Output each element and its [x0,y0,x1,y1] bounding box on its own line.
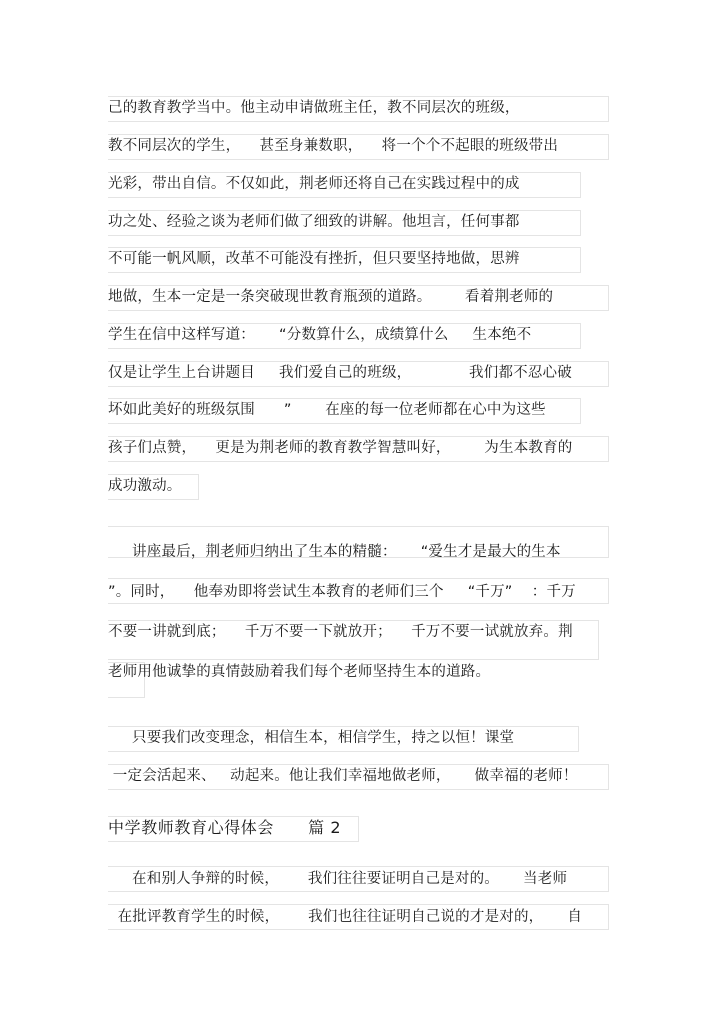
text-line: 学生在信中这样写道： “分数算什么，成绩算什么 生本绝不 [108,327,532,343]
text-line: 地做，生本一定是一条突破现世教育瓶颈的道路。 看着荆老师的 [108,289,554,305]
text-line: 不可能一帆风顺，改革不可能没有挫折，但只要坚持地做，思辨 [108,251,520,267]
text-line: 一定会活起来、 动起来。他让我们幸福地做老师， 做幸福的老师！ [108,768,578,784]
text-line: 坏如此美好的班级氛围 ” 在座的每一位老师都在心中为这些 [108,402,546,418]
text-line: 只要我们改变理念，相信生本，相信学生，持之以恒！课堂 [108,730,515,746]
text-line: 仅是让学生上台讲题目 我们爱自己的班级， 我们都不忍心破 [108,365,572,381]
text-line: 老师用他诚挚的真情鼓励着我们每个老师坚持生本的道路。 [108,664,491,680]
section-heading: 中学教师教育心得体会 篇 2 [108,818,342,837]
text-line: 教不同层次的学生， 甚至身兼数职， 将一个个不起眼的班级带出 [108,138,559,154]
text-line: 孩子们点赞， 更是为荆老师的教育教学智慧叫好， 为生本教育的 [108,440,573,456]
text-line: 功之处、经验之谈为老师们做了细致的讲解。他坦言，任何事都 [108,214,520,230]
text-line: 光彩，带出自信。不仅如此，荆老师还将自己在实践过程中的成 [108,176,520,192]
text-line: 在和别人争辩的时候， 我们往往要证明自己是对的。 当老师 [108,871,568,887]
text-line: 不要一讲就到底； 千万不要一下就放开； 千万不要一试就放弃。荆 [108,624,573,640]
text-line: 在批评教育学生的时候， 我们也往往证明自己说的才是对的， 自 [108,909,583,925]
text-line: ”。同时， 他奉劝即将尝试生本教育的老师们三个 “千万” ：千万 [108,584,576,600]
text-line: 己的教育教学当中。他主动申请做班主任，教不同层次的班级， [108,100,520,116]
text-line: 成功激动。 [108,478,182,494]
text-line: 讲座最后，荆老师归纳出了生本的精髓： “爱生才是最大的生本 [108,544,561,560]
